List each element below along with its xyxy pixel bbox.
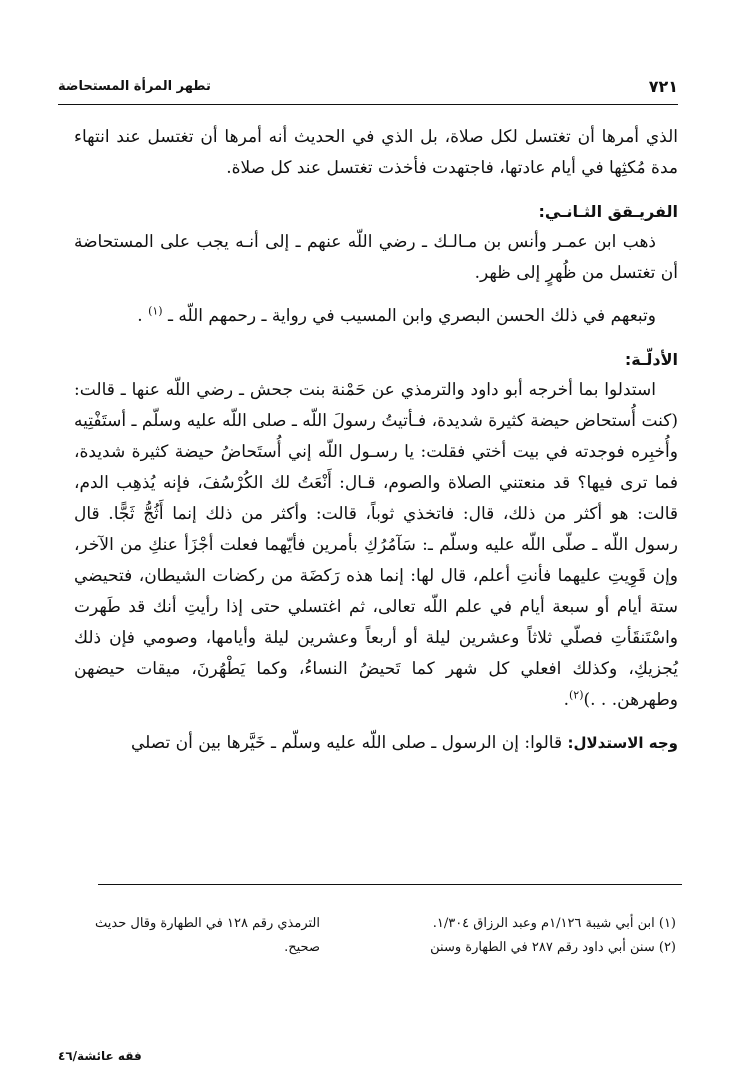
paragraph-5-text: قالوا: إن الرسول ـ صلى اللّه عليه وسلّم ـ خَيَّرها بين أن تصلي [130, 733, 563, 753]
footnote-rule [98, 884, 682, 885]
main-text [74, 122, 678, 759]
paragraph-1: الذي أمرها أن تغتسل لكل صلاة، بل الذي في الحديث أنه أمرها أن تغتسل عند انتهاء مدة مُكثِها في أيام عادتها، فاجتهدت فأخذت تغتسل عند كل صلاة. [74, 127, 678, 178]
paragraph-4-text: استدلوا بما أخرجه أبو داود والترمذي عن حَمْنة بنت جحش ـ رضي اللّه عنها ـ قالت: (كنت أُستحاض حيضة كثيرة شديدة، فـأتيتُ رسولَ اللّه ـ صلى اللّه عليه وسلّم ـ أستَفْتِيه وأُخبِره فوجدته في بيت أختي فقلت: يا رسـول اللّه إني أُستَحاضُ حيضة كثيرة شديدة، فما ترى فيها؟ قد منعتني الصلاة والصوم، قـال: أَنْعَتُ لك الكُرْسُفَ، فإنه يُذهِب الدم، قالت: هو أكثر من ذلك، قال: فاتخذي ثوباً، قالت: وأكثر من ذلك إنما أَثُجُّ ثَجًّا. قال رسول اللّه ـ صلّى اللّه عليه وسلّم ـ: سَآمُرُكِ بأمرين فأيّهما فعلت أجْزَأ عنكِ من الآخر، وإن قَوِيتِ عليهما فأنتِ أعلم، قال لها: إنما هذه رَكضَة من ركضات الشيطان، فتحيضي ستة أيام أو سبعة أيام في علم اللّه تعالى، ثم اغتسلي حتى إذا رأيتِ أنك قد طَهرت واسْتَنقَأتِ فصلّي ثلاثاً وعشرين ليلة أو أربعاً وعشرين ليلة وأيامها، وصومي فإن ذلك يُجزيكِ، وكذلك افعلي كل شهر كما تَحيضُ النساءُ، وكما يَطْهُرنَ، ميقات حيضهن وطهرهن. . .) [74, 380, 678, 710]
paragraph-3 [74, 301, 678, 332]
page-header [58, 72, 678, 100]
page-number: ٧٢١ [648, 76, 678, 96]
footnote-ref-2: (٢) [568, 688, 584, 702]
paragraph-2: ذهب ابن عمـر وأنس بن مـالـك ـ رضي اللّه عنهم ـ إلى أنـه يجب على المستحاضة أن تغتسل من ظُهرٍ إلى ظهر. [74, 232, 678, 283]
running-title: تطهر المرأة المستحاضة [58, 78, 211, 94]
footer-signature: فقه عائشة/٤٦ [58, 1049, 142, 1063]
heading-evidence: الأدلّـة: [624, 350, 678, 369]
page-footer [58, 1049, 142, 1063]
footnote-2-continued: الترمذي رقم ١٢٨ في الطهارة وقال حديث صحيح. [95, 916, 320, 955]
inference-label: وجه الاستدلال: [567, 734, 678, 752]
paragraph-3-text: وتبعهم في ذلك الحسن البصري وابن المسيب في رواية ـ رحمهم اللّه ـ [168, 306, 656, 326]
header-rule [58, 104, 678, 105]
footnote-ref-1: (١) [148, 304, 163, 318]
paragraph-4 [74, 375, 678, 716]
footnotes-column-left [84, 912, 320, 960]
footnote-2: (٢) سنن أبي داود رقم ٢٨٧ في الطهارة وسنن [430, 940, 676, 955]
footnotes-column-right [376, 912, 676, 960]
paragraph-5 [74, 728, 678, 759]
footnote-1: (١) ابن أبي شيبة ١/١٢٦م وعبد الرزاق ١/٣٠٤. [432, 916, 676, 931]
paragraph-4-end: . [563, 690, 569, 710]
footnotes [84, 912, 676, 960]
heading-second-team: الفريـقق الثـانـي: [538, 202, 678, 221]
paragraph-3-end: . [137, 306, 143, 326]
